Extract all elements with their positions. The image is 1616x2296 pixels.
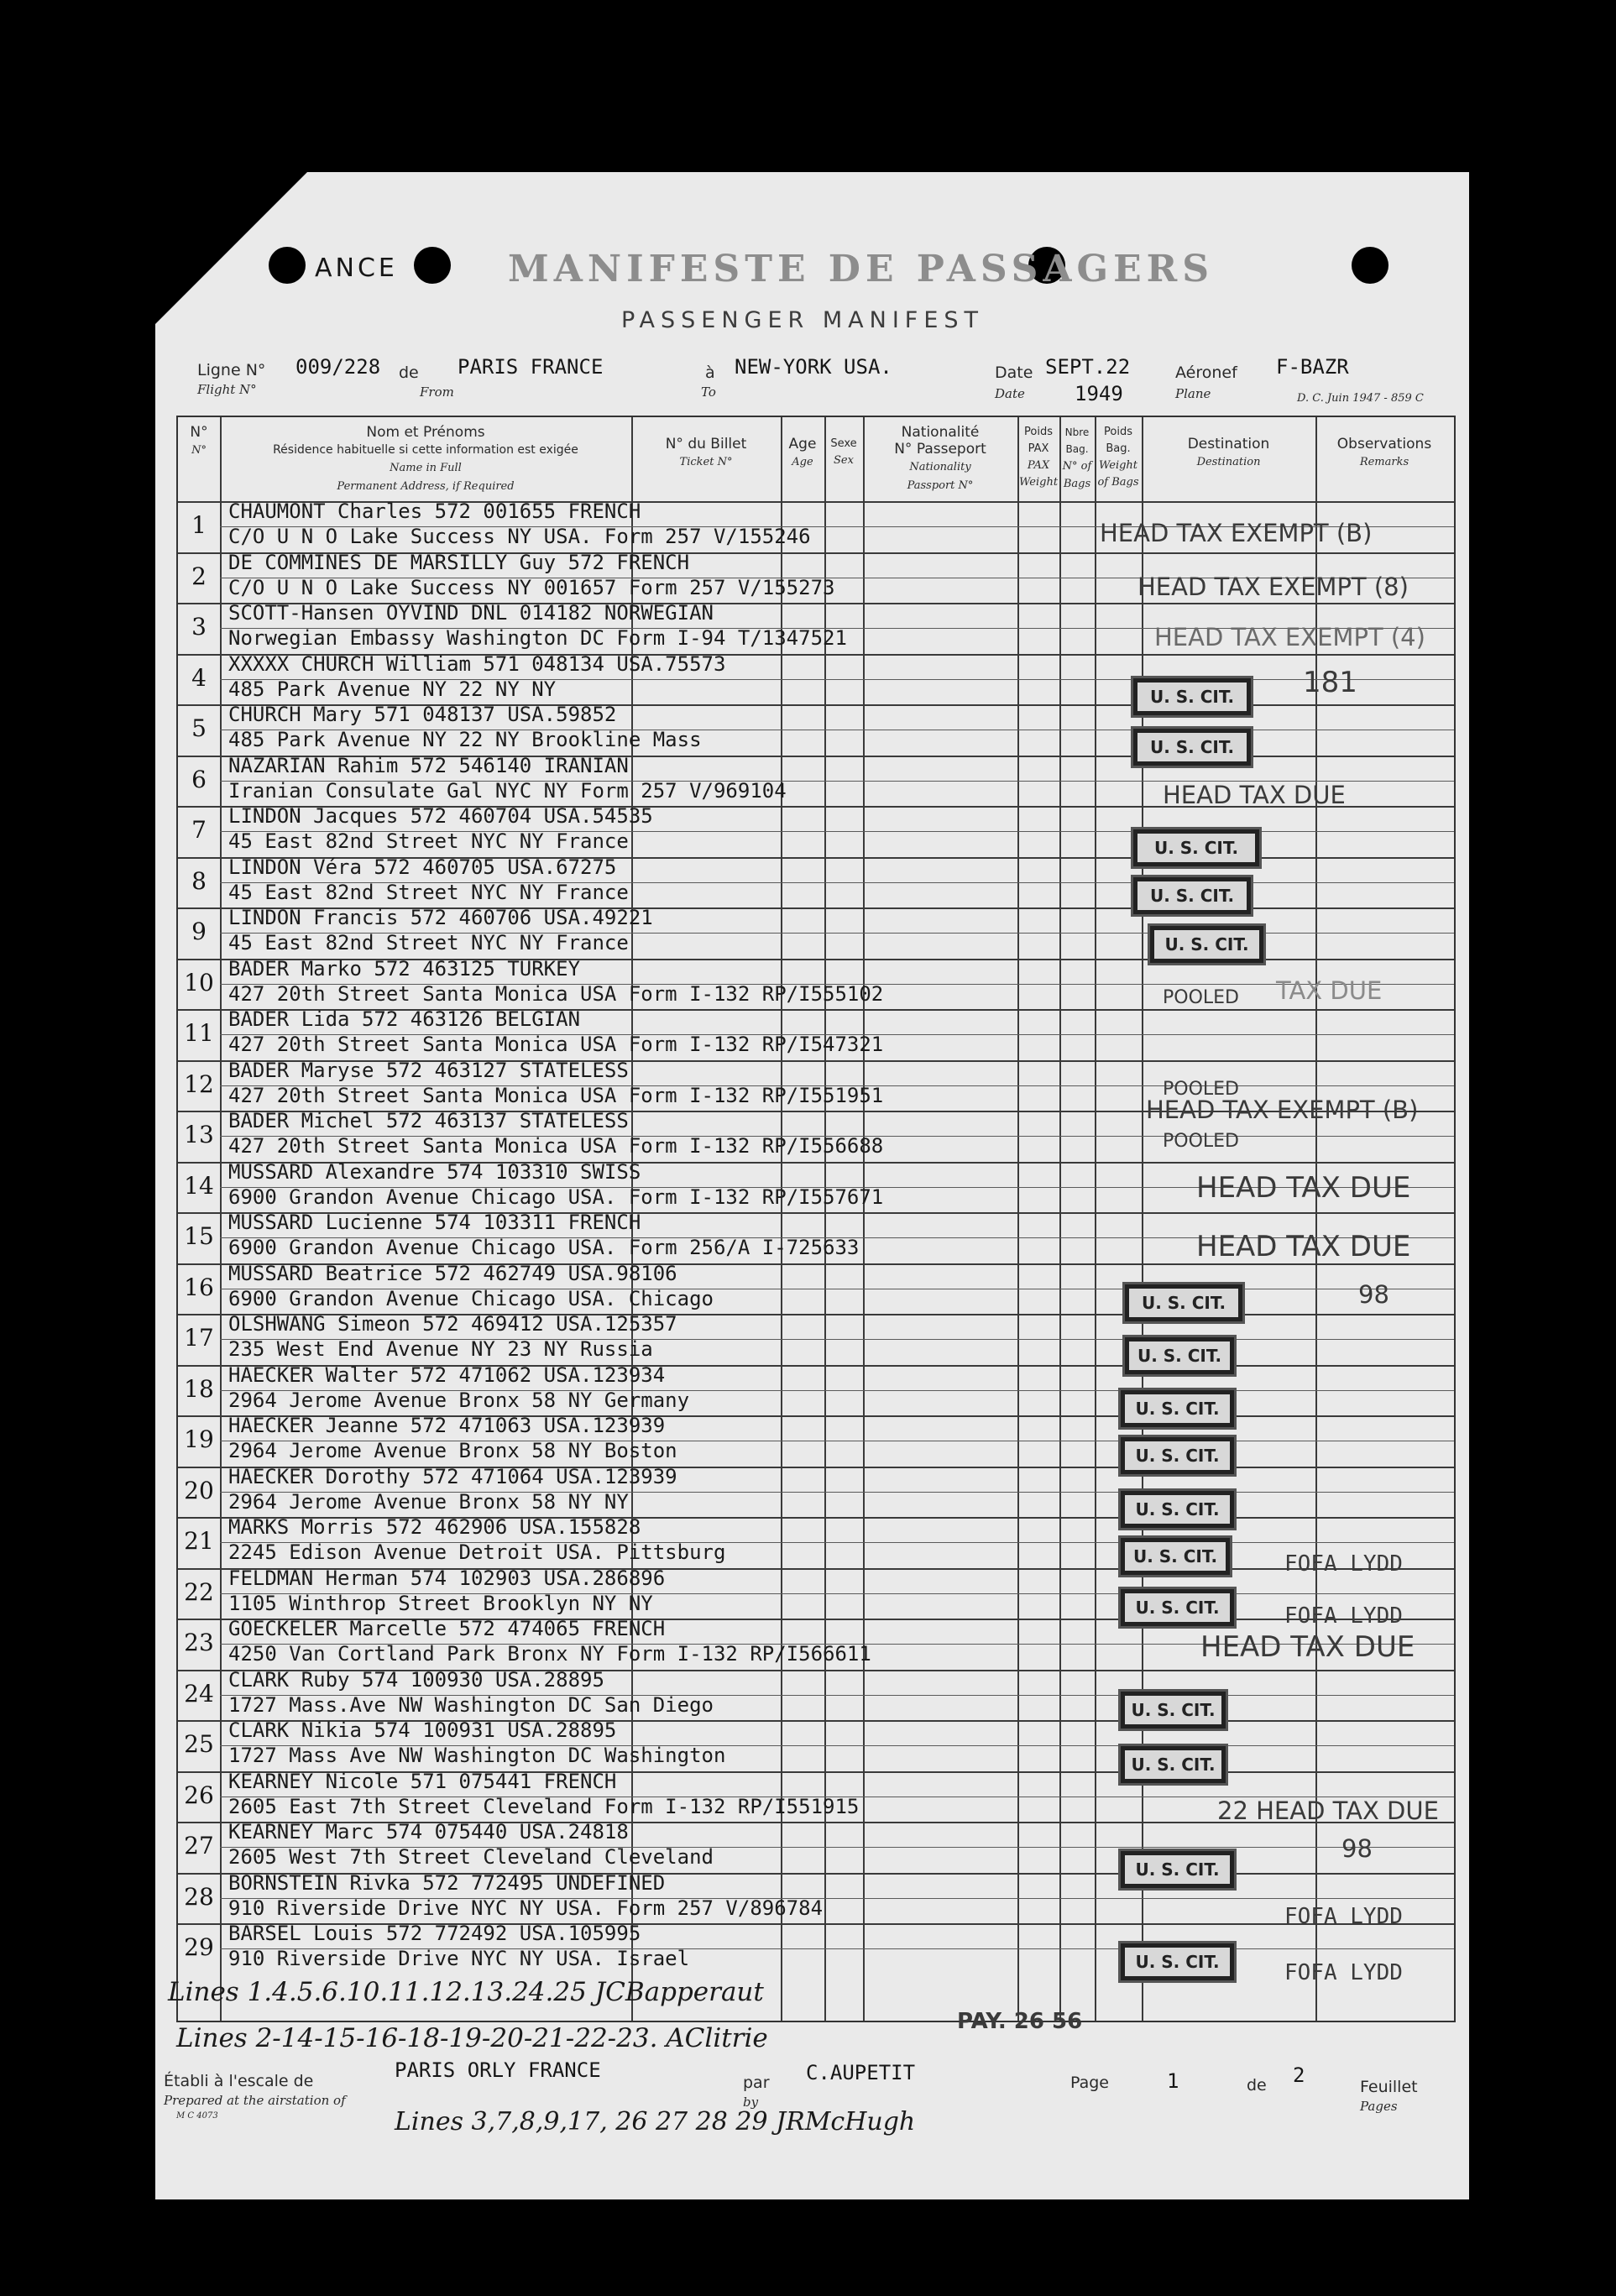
row-line-name: GOECKELER Marcelle 572 474065 FRENCH [228, 1617, 666, 1640]
row-number: 9 [191, 918, 207, 945]
year-value: 1949 [1075, 382, 1123, 405]
stamp-fofa-lydd: FOFA LYDD [1284, 1960, 1403, 1985]
row-line-address: 427 20th Street Santa Monica USA Form I-132 RP/I547321 [228, 1033, 884, 1056]
page-label: Page [1070, 2074, 1109, 2092]
form-ref: M C 4073 [176, 2111, 218, 2121]
by-label: by [743, 2095, 759, 2110]
manifest-table [176, 416, 1456, 2022]
stamp-head-tax-due: HEAD TAX DUE [1196, 1171, 1411, 1205]
stamp-us-cit: U. S. CIT. [1133, 829, 1259, 866]
stamp-fofa-lydd: FOFA LYDD [1284, 1904, 1403, 1929]
row-line-address: 2964 Jerome Avenue Bronx 58 NY Boston [228, 1439, 677, 1462]
stamp-head-tax-due: 22 HEAD TAX DUE [1217, 1797, 1439, 1825]
row-line-name: HAECKER Jeanne 572 471063 USA.123939 [228, 1414, 666, 1437]
stamp-us-cit: U. S. CIT. [1133, 729, 1251, 766]
row-line-name: LINDON Jacques 572 460704 USA.54535 [228, 804, 653, 828]
date-label-en: Date [995, 386, 1025, 401]
stamp-number: 98 [1341, 1834, 1373, 1863]
par-label: par [743, 2074, 770, 2092]
row-number: 22 [184, 1577, 214, 1606]
row-line-name: FELDMAN Herman 574 102903 USA.286896 [228, 1566, 666, 1590]
row-line-address: 485 Park Avenue NY 22 NY Brookline Mass [228, 728, 702, 751]
manifest-subtitle: PASSENGER MANIFEST [621, 307, 985, 333]
ligne-label: Ligne N° [197, 361, 266, 379]
row-line-address: 910 Riverside Drive NYC NY USA. Form 257 V/896784 [228, 1896, 824, 1920]
a-label: à [705, 363, 715, 382]
col-header-nationality: Nationalité N° Passeport Nationality Passport N° [894, 424, 986, 492]
row-number: 12 [184, 1070, 214, 1098]
handwritten-lines-1: Lines 1.4.5.6.10.11.12.13.24.25 JCBapperaut [168, 1977, 764, 2007]
row-line-name: CHAUMONT Charles 572 001655 FRENCH [228, 499, 641, 523]
row-line-address: 427 20th Street Santa Monica USA Form I-132 RP/I556688 [228, 1134, 884, 1158]
stamp-number: 98 [1358, 1280, 1389, 1309]
manifest-title: MANIFESTE DE PASSAGERS [508, 248, 1215, 290]
row-line-address: 45 East 82nd Street NYC NY France [228, 931, 629, 954]
row-number: 1 [191, 511, 207, 539]
handwritten-lines-2: Lines 2-14-15-16-18-19-20-21-22-23. AClitrie [176, 2023, 768, 2053]
row-number: 2 [191, 562, 207, 590]
row-number: 7 [191, 816, 207, 844]
row-line-address: C/O U N O Lake Success NY 001657 Form 257 V/155273 [228, 575, 835, 599]
row-number: 29 [184, 1933, 214, 1961]
stamp-number: 181 [1303, 666, 1357, 699]
row-line-name: LINDON Véra 572 460705 USA.67275 [228, 855, 617, 879]
row-line-address: 6900 Grandon Avenue Chicago USA. Chicago [228, 1286, 714, 1310]
row-line-address: Iranian Consulate Gal NYC NY Form 257 V/969104 [228, 778, 787, 803]
stamp-us-cit: U. S. CIT. [1121, 1943, 1234, 1980]
row-line-address: 910 Riverside Drive NYC NY USA. Israel [228, 1947, 690, 1970]
of-value: 2 [1293, 2063, 1305, 2087]
row-line-address: 2245 Edison Avenue Detroit USA. Pittsburg [228, 1540, 726, 1564]
stamp-pooled: POOLED [1163, 1131, 1239, 1152]
row-number: 21 [184, 1527, 214, 1555]
row-line-address: Norwegian Embassy Washington DC Form I-94 T/1347521 [228, 626, 847, 650]
col-header-ticket: N° du Billet Ticket N° [665, 436, 747, 468]
row-number: 5 [191, 714, 207, 742]
row-number: 4 [191, 663, 207, 692]
row-line-name: MUSSARD Lucienne 574 103311 FRENCH [228, 1211, 641, 1234]
stamp-fofa-lydd: FOFA LYDD [1284, 1603, 1403, 1629]
row-number: 8 [191, 866, 207, 895]
plane-label: Plane [1175, 386, 1211, 401]
row-line-name: MARKS Morris 572 462906 USA.155828 [228, 1515, 641, 1539]
row-line-name: OLSHWANG Simeon 572 469412 USA.125357 [228, 1312, 677, 1336]
stamp-head-tax-due: HEAD TAX DUE [1200, 1630, 1415, 1664]
col-header-no: N° N° [190, 424, 208, 457]
stamp-pooled: POOLED [1163, 1079, 1239, 1100]
prepared-label: Prepared at the airstation of [164, 2093, 346, 2108]
stamp-us-cit: U. S. CIT. [1133, 678, 1251, 715]
date-value: SEPT.22 [1045, 355, 1131, 379]
row-line-name: BADER Lida 572 463126 BELGIAN [228, 1007, 581, 1031]
stamp-us-cit: U. S. CIT. [1121, 1491, 1234, 1528]
stamp-us-cit: U. S. CIT. [1125, 1337, 1234, 1374]
feuillet-label: Feuillet [1360, 2078, 1418, 2096]
stamp-us-cit: U. S. CIT. [1121, 1851, 1234, 1888]
aeronef-label: Aéronef [1175, 363, 1237, 382]
row-number: 27 [184, 1832, 214, 1859]
row-number: 3 [191, 613, 207, 641]
plane-value: F-BAZR [1276, 355, 1349, 379]
stamp-pay: PAY. 26 56 [957, 2009, 1083, 2034]
row-line-address: 6900 Grandon Avenue Chicago USA. Form 256/A I-725633 [228, 1236, 860, 1259]
row-line-address: 1727 Mass.Ave NW Washington DC San Diego [228, 1692, 714, 1717]
stamp-tax-due: TAX DUE [1276, 976, 1383, 1005]
row-line-name: CLARK Nikia 574 100931 USA.28895 [228, 1718, 617, 1742]
of-label: de [1247, 2076, 1267, 2095]
row-line-address: 427 20th Street Santa Monica USA Form I-132 RP/I551951 [228, 1083, 884, 1107]
stamp-us-cit: U. S. CIT. [1133, 877, 1251, 914]
stamp-us-cit: U. S. CIT. [1121, 1390, 1234, 1427]
row-line-name: BADER Michel 572 463137 STATELESS [228, 1109, 629, 1132]
stamp-us-cit: U. S. CIT. [1121, 1692, 1226, 1729]
row-line-address: 4250 Van Cortland Park Bronx NY Form I-132 RP/I566611 [228, 1642, 871, 1666]
stamp-us-cit: U. S. CIT. [1121, 1538, 1230, 1575]
row-number: 25 [184, 1730, 214, 1758]
flight-label: Flight N° [197, 382, 257, 397]
row-number: 26 [184, 1781, 214, 1809]
row-number: 23 [184, 1629, 214, 1656]
row-line-name: MUSSARD Beatrice 572 462749 USA.98106 [228, 1261, 677, 1285]
ligne-value: 009/228 [295, 355, 381, 379]
de-label: de [399, 363, 419, 382]
col-header-remarks: Observations Remarks [1336, 436, 1432, 468]
col-header-sex: Sexe Sex [830, 437, 857, 467]
station-value: PARIS ORLY FRANCE [395, 2058, 601, 2082]
row-number: 24 [184, 1679, 214, 1708]
etabli-label: Établi à l'escale de [164, 2072, 314, 2090]
row-line-address: 45 East 82nd Street NYC NY France [228, 829, 629, 853]
corner-text: ANCE [315, 254, 398, 283]
row-line-name: KEARNEY Nicole 571 075441 FRENCH [228, 1769, 617, 1793]
stamp-head-tax-due: HEAD TAX DUE [1163, 781, 1346, 809]
from-value: PARIS FRANCE [458, 355, 604, 379]
row-line-address: 1105 Winthrop Street Brooklyn NY NY [228, 1591, 653, 1615]
row-line-address: 45 East 82nd Street NYC NY France [228, 880, 629, 904]
from-label: From [420, 384, 454, 400]
col-header-pax-weight: Poids PAX PAX Weight [1019, 426, 1059, 489]
row-line-address: 2605 East 7th Street Cleveland Form I-132 RP/I551915 [228, 1794, 860, 1818]
row-line-name: SCOTT-Hansen OYVIND DNL 014182 NORWEGIAN [228, 601, 714, 625]
row-line-name: BARSEL Louis 572 772492 USA.105995 [228, 1922, 641, 1945]
date-label: Date [995, 363, 1033, 382]
row-line-name: BORNSTEIN Rivka 572 772495 UNDEFINED [228, 1870, 666, 1895]
row-number: 18 [184, 1374, 214, 1403]
row-line-name: LINDON Francis 572 460706 USA.49221 [228, 906, 653, 929]
stamp-head-tax-exempt: HEAD TAX EXEMPT (8) [1137, 573, 1409, 601]
row-number: 15 [184, 1222, 214, 1250]
row-number: 14 [184, 1171, 214, 1200]
row-line-name: BADER Marko 572 463125 TURKEY [228, 956, 581, 981]
stamp-us-cit: U. S. CIT. [1121, 1746, 1226, 1783]
row-line-name: DE COMMINES DE MARSILLY Guy 572 FRENCH [228, 550, 690, 574]
row-line-address: 235 West End Avenue NY 23 NY Russia [228, 1337, 653, 1361]
row-line-name: XXXXX CHURCH William 571 048134 USA.75573 [228, 651, 726, 676]
punch-hole [269, 247, 306, 284]
stamp-us-cit: U. S. CIT. [1121, 1589, 1234, 1626]
col-header-bags: Nbre Bag. N° of Bags [1062, 426, 1092, 490]
row-line-address: 485 Park Avenue NY 22 NY NY [228, 677, 557, 701]
row-line-name: BADER Maryse 572 463127 STATELESS [228, 1058, 629, 1082]
stamp-head-tax-exempt: HEAD TAX EXEMPT (B) [1100, 519, 1373, 547]
stamp-head-tax-due: HEAD TAX DUE [1196, 1230, 1411, 1263]
row-line-address: 2964 Jerome Avenue Bronx 58 NY Germany [228, 1388, 690, 1412]
row-line-name: MUSSARD Alexandre 574 103310 SWISS [228, 1159, 641, 1184]
col-header-bag-weight: Poids Bag. Weight of Bags [1097, 426, 1139, 489]
pages-label: Pages [1360, 2099, 1398, 2114]
row-line-name: KEARNEY Marc 574 075440 USA.24818 [228, 1820, 629, 1844]
to-value: NEW-YORK USA. [735, 355, 892, 379]
row-number: 28 [184, 1882, 214, 1911]
row-line-address: 2964 Jerome Avenue Bronx 58 NY NY [228, 1489, 629, 1514]
stamp-head-tax-exempt: HEAD TAX EXEMPT (B) [1146, 1096, 1419, 1124]
stamp-us-cit: U. S. CIT. [1125, 1284, 1242, 1321]
handwritten-lines-3: Lines 3,7,8,9,17, 26 27 28 29 JRMcHugh [395, 2107, 916, 2136]
row-line-name: HAECKER Dorothy 572 471064 USA.123939 [228, 1464, 677, 1488]
row-number: 20 [184, 1476, 214, 1504]
to-label: To [701, 384, 716, 400]
row-line-name: CLARK Ruby 574 100930 USA.28895 [228, 1667, 604, 1692]
row-line-name: CHURCH Mary 571 048137 USA.59852 [228, 703, 617, 726]
row-line-address: 2605 West 7th Street Cleveland Cleveland [228, 1845, 714, 1869]
row-number: 13 [184, 1121, 214, 1148]
page-value: 1 [1167, 2069, 1179, 2093]
form-code: D. C. Juin 1947 - 859 C [1297, 392, 1424, 405]
row-number: 6 [191, 765, 207, 793]
row-line-address: 1727 Mass Ave NW Washington DC Washington [228, 1744, 726, 1767]
row-number: 17 [184, 1324, 214, 1352]
row-line-name: HAECKER Walter 572 471062 USA.123934 [228, 1362, 666, 1387]
row-number: 11 [184, 1019, 214, 1047]
stamp-pooled: POOLED [1163, 987, 1239, 1008]
stamp-us-cit: U. S. CIT. [1121, 1437, 1234, 1474]
row-number: 19 [184, 1425, 214, 1453]
stamp-fofa-lydd: FOFA LYDD [1284, 1551, 1403, 1577]
row-number: 16 [184, 1273, 214, 1301]
by-value: C.AUPETIT [806, 2061, 916, 2084]
col-header-age: Age Age [788, 436, 817, 468]
row-line-name: NAZARIAN Rahim 572 546140 IRANIAN [228, 753, 629, 777]
row-line-address: 427 20th Street Santa Monica USA Form I-132 RP/I555102 [228, 981, 884, 1006]
col-header-destination: Destination Destination [1187, 436, 1270, 468]
stamp-us-cit: U. S. CIT. [1150, 926, 1263, 963]
row-line-address: 6900 Grandon Avenue Chicago USA. Form I-132 RP/I557671 [228, 1185, 884, 1209]
punch-hole [1352, 247, 1389, 284]
stamp-head-tax-exempt: HEAD TAX EXEMPT (4) [1154, 623, 1425, 651]
punch-hole [414, 247, 451, 284]
row-number: 10 [184, 968, 214, 996]
col-header-name: Nom et Prénoms Résidence habituelle si cette information est exigée Name in Full Permanent Address, if Required [273, 424, 578, 493]
row-line-address: C/O U N O Lake Success NY USA. Form 257 V/155246 [228, 525, 811, 548]
